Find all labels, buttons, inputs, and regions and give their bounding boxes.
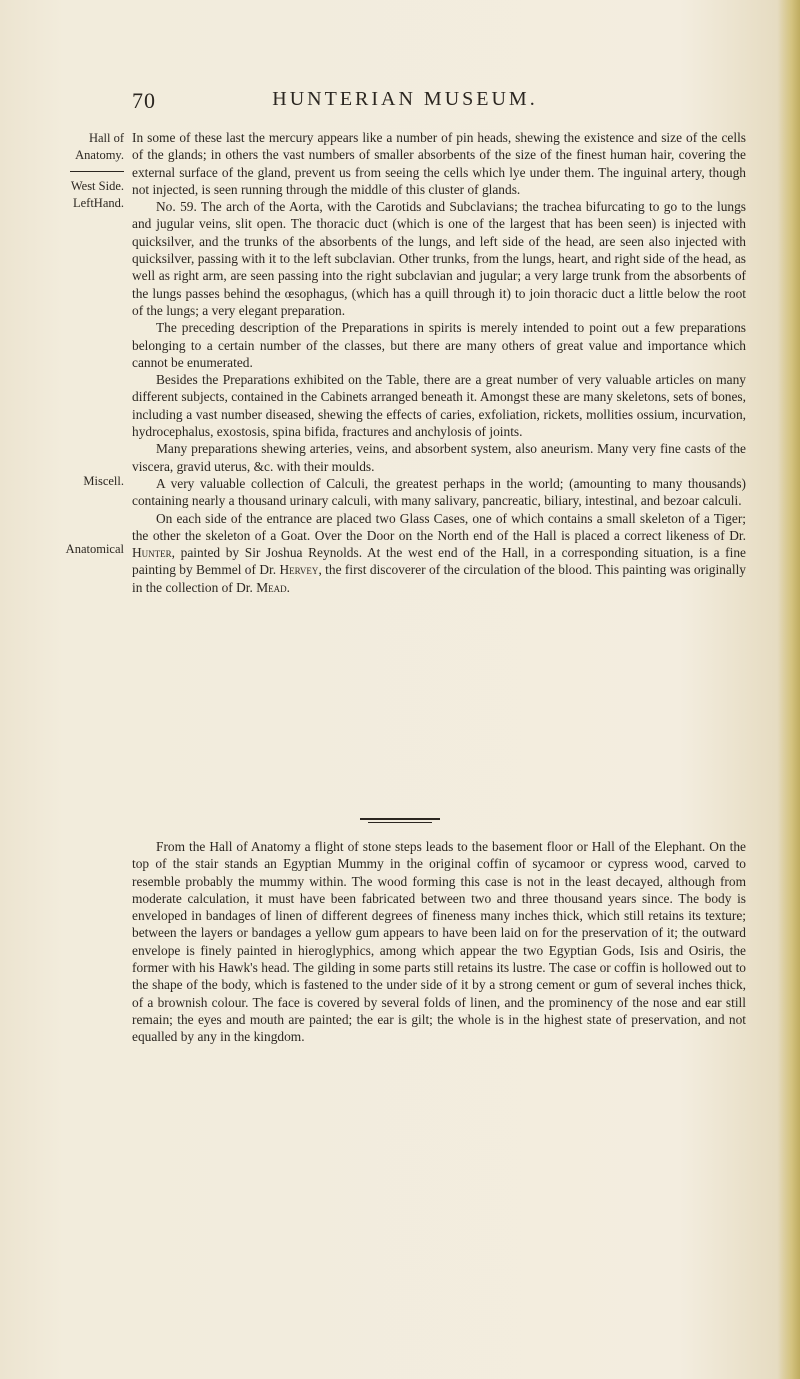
page-header — [0, 88, 800, 118]
page-number: 70 — [132, 88, 156, 113]
section-hall-of-anatomy — [132, 129, 746, 596]
margin-anatomy: Anatomy. — [75, 148, 124, 162]
paragraph: No. 59. The arch of the Aorta, with the Carotids and Subclavians; the trachea bifurcating to go to the lungs and jugular veins, slit open. The thoracic duct (which is one of the largest that has been seen) is injected with quicksilver, and the trunks of the absorbents of the lungs, and left side of the head, are seen also injected with quicksilver, passing with it to the left subclavian. Other trunks, from the lungs, heart, and right side of the head, as well as right arm, are seen passing into the right subclavian and jugular; a very large trunk from the absorbents of the lungs passes behind the œsophagus, (which has a quill through it) to join thoracic duct a little below the root of the lungs; a very elegant preparation. — [132, 199, 746, 318]
paragraph: In some of these last the mercury appears like a number of pin heads, shewing the existence and size of the cells of the glands; in others the vast numbers of smaller absorbents of the size of the finest human hair, covering the external surface of the gland, prevent us from seeing the cells which lye under them. The inguinal artery, though not injected, is seen running through the middle of this cluster of glands. — [132, 130, 746, 197]
section-divider — [360, 818, 440, 820]
section-egyptian-mummy — [132, 838, 746, 1046]
section-divider-thin — [368, 822, 432, 823]
paragraph: The preceding description of the Preparations in spirits is merely intended to point out a few preparations belonging to a certain number of the classes, but there are many others of great value and importance which cannot be enumerated. — [132, 320, 746, 370]
paragraph: Many preparations shewing arteries, veins, and absorbent system, also aneurism. Many very fine casts of the viscera, gravid uterus, &c. with their moulds. — [132, 441, 746, 474]
running-title: HUNTERIAN MUSEUM. — [272, 88, 538, 110]
text-run: . — [286, 579, 290, 595]
name-hervey: Hervey — [279, 562, 319, 578]
margin-note-miscell — [52, 473, 124, 490]
paragraph: Besides the Preparations exhibited on the Table, there are a great number of very valuable articles on many different subjects, contained in the Cabinets arranged beneath it. Amongst these are many skeletons, sets of bones, including a vast number diseased, shewing the effects of caries, exfoliation, rickets, mollities ossium, incurvation, hydrocephalus, exostosis, spina bifida, fractures and anchylosis of joints. — [132, 372, 746, 440]
name-mead: Mead — [256, 579, 287, 595]
margin-hall-of: Hall of — [88, 131, 124, 145]
paragraph — [132, 510, 746, 596]
margin-note-anatomical — [52, 541, 124, 558]
margin-miscell: Miscell. — [83, 474, 124, 488]
margin-left-hand: LeftHand. — [72, 196, 124, 210]
text-run: , the first discoverer of the circulation of the blood. This painting was originally in the collection of Dr. — [132, 562, 746, 595]
text-run: , painted by Sir Joshua Reynolds. At the west end of the Hall, in a corresponding situation, is a fine painting by Bemmel of Dr. — [132, 545, 746, 578]
margin-anatomical: Anatomical — [65, 542, 124, 556]
page-edge-stain — [778, 0, 800, 1379]
paragraph: From the Hall of Anatomy a flight of stone steps leads to the basement floor or Hall of the Elephant. On the top of the stair stands an Egyptian Mummy in the original coffin of sycamoor or cypress wood, carved to resemble probably the mummy within. The wood forming this case is not in the least decayed, although from moderate calculation, it must have been fabricated between two and three thousand years since. The body is enveloped in bandages of linen of different degrees of fineness many inches thick, which still retains its texture; between the layers or bandages a yellow gum appears to have been laid on for the preservation of it; the outward envelope is finely painted in hieroglyphics, among which appear the two Egyptian Gods, Isis and Osiris, the former with his Hawk's head. The gilding in some parts still retains its lustre. The case or coffin is hollowed out to the shape of the body, which is fastened to the under side of it by a strong cement or gum of several inches thick, of a brownish colour. The face is covered by several folds of linen, and the prominency of the nose and ear still remain; the eyes and mouth are painted; the ear is gilt; the whole is in the highest state of preservation, and not equalled by any in the kingdom. — [132, 839, 746, 1045]
text-run: On each side of the entrance are placed two Glass Cases, one of which contains a small skeleton of a Tiger; the other the skeleton of a Goat. Over the Door on the North end of the Hall is placed a correct likeness of Dr. — [132, 510, 746, 543]
margin-west-side: West Side. — [70, 179, 124, 193]
name-hunter: Hunter — [132, 545, 172, 561]
margin-note-hall-of-anatomy — [52, 130, 124, 212]
paragraph: A very valuable collection of Calculi, the greatest perhaps in the world; (amounting to many thousands) containing nearly a thousand urinary calculi, with many salivary, pancreatic, biliary, intestinal, and bezoar calculi. — [132, 475, 746, 509]
margin-rule — [70, 171, 124, 172]
